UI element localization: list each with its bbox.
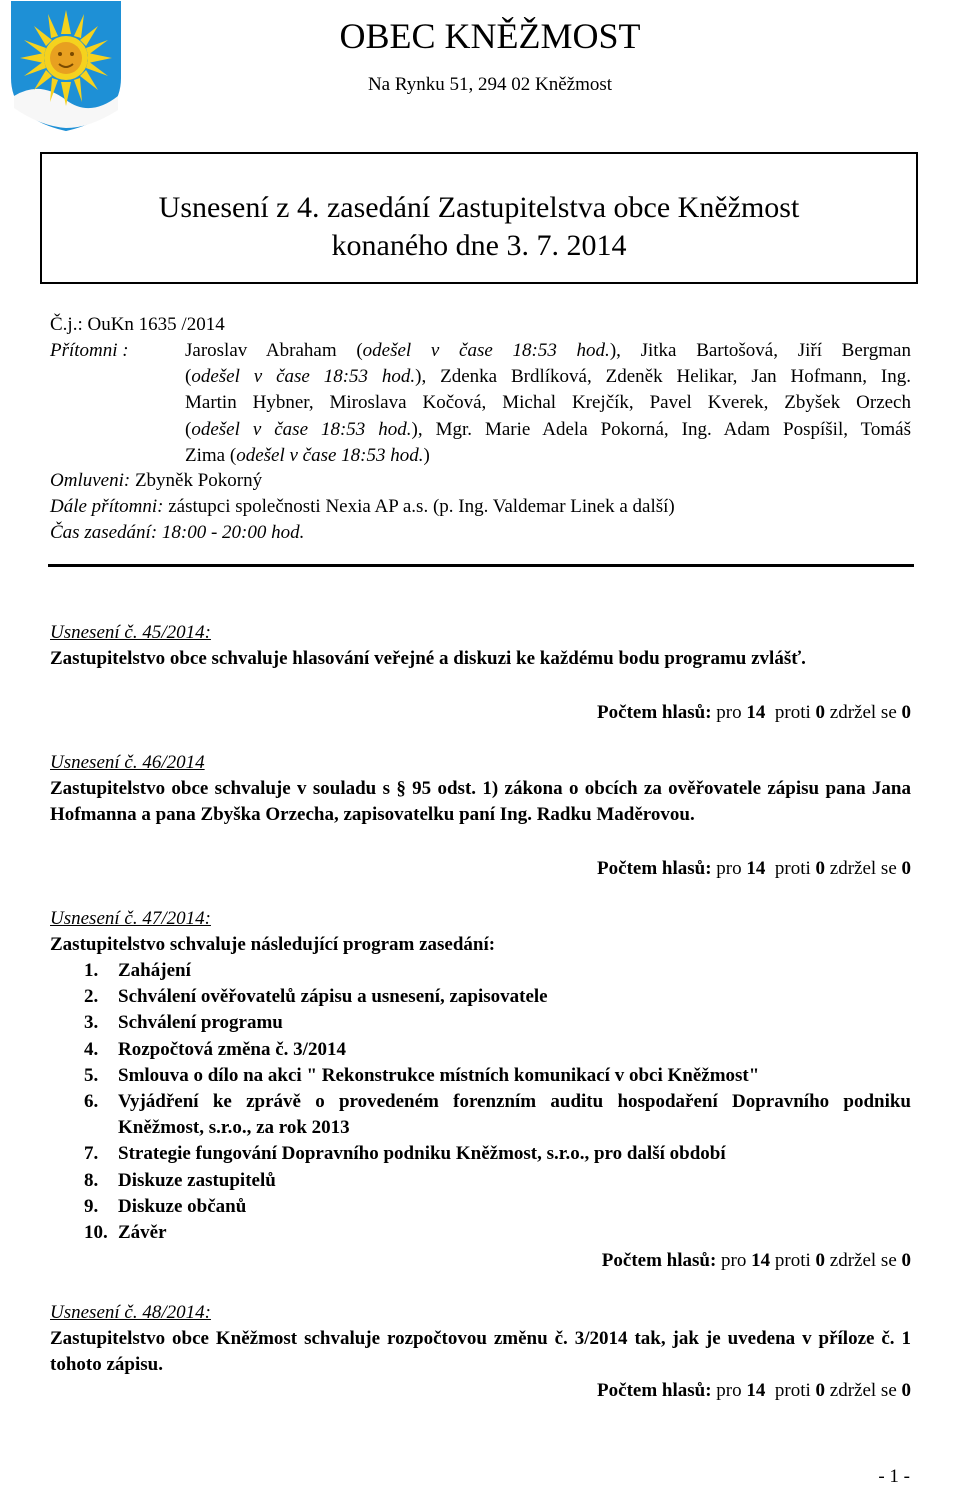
present-line-5: Zima (odešel v čase 18:53 hod.) <box>185 444 430 466</box>
resolution-45-votes: Počtem hlasů: pro 14 proti 0 zdržel se 0 <box>597 702 911 723</box>
agenda-item: 9. Diskuze občanů <box>84 1195 247 1217</box>
agenda-item: 8. Diskuze zastupitelů <box>84 1169 276 1191</box>
agenda-item: 6. Vyjádření ke zprávě o provedeném forenzním auditu hospodaření Dopravního podniku Kněžmost, s.r.o., za rok 2013 <box>84 1091 911 1139</box>
present-line-3: Martin Hybner, Miroslava Kočová, Michal Krejčík, Pavel Kverek, Zbyšek Orzech <box>185 392 911 414</box>
excused-row <box>50 468 920 494</box>
resolution-46-votes: Počtem hlasů: pro 14 proti 0 zdržel se 0 <box>597 858 911 879</box>
agenda-item: 4. Rozpočtová změna č. 3/2014 <box>84 1038 346 1060</box>
resolution-48-text: Zastupitelstvo obce Kněžmost schvaluje rozpočtovou změnu č. 3/2014 tak, jak je uvedena v příloze č. 1 tohoto zápisu. <box>50 1328 911 1375</box>
others-names: zástupci společnosti Nexia AP a.s. (p. Ing. Valdemar Linek a další) <box>168 496 675 517</box>
municipality-address: Na Rynku 51, 294 02 Kněžmost <box>367 74 613 95</box>
resolution-47-heading: Usnesení č. 47/2014: <box>50 908 211 929</box>
document-title-line-2: konaného dne 3. 7. 2014 <box>331 229 627 262</box>
agenda-item: 2. Schválení ověřovatelů zápisu a usnesení, zapisovatele <box>84 986 548 1008</box>
resolution-48-votes: Počtem hlasů: pro 14 proti 0 zdržel se 0 <box>597 1380 911 1401</box>
agenda-item: 3. Schválení programu <box>84 1012 283 1034</box>
meeting-agenda <box>50 958 911 1246</box>
present-list <box>185 338 911 469</box>
resolution-46-text: Zastupitelstvo obce schvaluje v souladu s § 95 odst. 1) zákona o obcích za ověřovatele zápisu pana Jana Hofmanna a pana Zbyška Orzecha, zapisovatelku paní Ing. Radku Maděrovou. <box>50 778 911 825</box>
reference-number: Č.j.: OuKn 1635 /2014 <box>50 314 225 335</box>
municipal-crest <box>10 0 122 132</box>
resolution-45-heading: Usnesení č. 45/2014: <box>50 622 211 643</box>
municipality-name: OBEC KNĚŽMOST <box>339 16 641 56</box>
divider <box>48 564 914 567</box>
resolution-46-heading: Usnesení č. 46/2014 <box>50 752 205 773</box>
present-label: Přítomni : <box>50 340 129 361</box>
excused-names: Zbyněk Pokorný <box>134 470 263 491</box>
resolution-47-text: Zastupitelstvo schvaluje následující program zasedání: <box>50 934 496 955</box>
others-row <box>50 494 920 520</box>
meeting-time-value: 18:00 - 20:00 hod. <box>161 522 305 543</box>
resolution-48-heading: Usnesení č. 48/2014: <box>50 1302 211 1323</box>
agenda-item: 7. Strategie fungování Dopravního podniku Kněžmost, s.r.o., pro další období <box>84 1143 726 1165</box>
meeting-time-label: Čas zasedání: <box>50 522 158 543</box>
agenda-item: 5. Smlouva o dílo na akci " Rekonstrukce místních komunikací v obci Kněžmost" <box>84 1064 760 1086</box>
meeting-time-row <box>50 520 920 546</box>
present-line-1: Jaroslav Abraham (odešel v čase 18:53 hod.), Jitka Bartošová, Jiří Bergman <box>185 340 911 361</box>
present-line-2: (odešel v čase 18:53 hod.), Zdenka Brdlíková, Zdeněk Helikar, Jan Hofmann, Ing. <box>185 366 911 388</box>
resolution-47-votes: Počtem hlasů: pro 14 proti 0 zdržel se 0 <box>601 1250 911 1271</box>
others-label: Dále přítomni: <box>50 496 164 517</box>
document-title-box <box>40 152 918 284</box>
resolution-45-text: Zastupitelstvo obce schvaluje hlasování veřejné a diskuzi ke každému bodu programu zvlášť. <box>50 648 806 669</box>
excused-label: Omluveni: <box>50 470 131 491</box>
document-title-line-1: Usnesení z 4. zasedání Zastupitelstva obce Kněžmost <box>158 191 800 224</box>
agenda-item: 1. Zahájení <box>84 960 191 981</box>
agenda-item: 10. Závěr <box>84 1222 167 1244</box>
present-line-4: (odešel v čase 18:53 hod.), Mgr. Marie Adela Pokorná, Ing. Adam Pospíšil, Tomáš <box>185 418 911 440</box>
page-number: - 1 - <box>878 1466 910 1487</box>
